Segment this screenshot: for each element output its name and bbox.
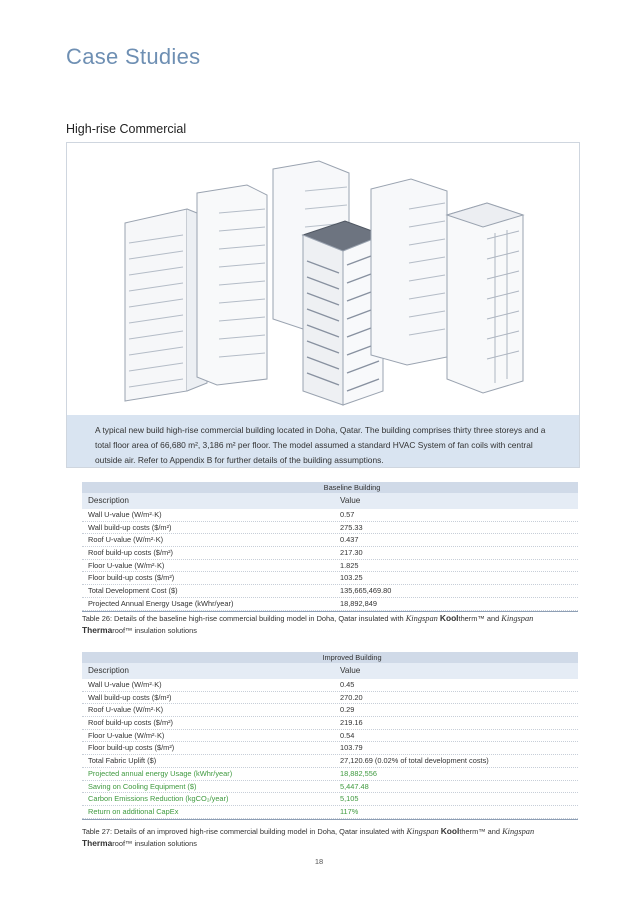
brand-therm: therm™ and bbox=[458, 614, 502, 623]
row-value: 0.29 bbox=[340, 705, 355, 715]
row-description: Saving on Cooling Equipment ($) bbox=[88, 781, 197, 791]
table-row bbox=[82, 547, 578, 560]
table-row bbox=[82, 509, 578, 522]
table-row bbox=[82, 522, 578, 535]
table-row bbox=[82, 572, 578, 585]
figure-caption: A typical new build high-rise commercial building located in Doha, Qatar. The building comprises thirty three storeys and a total floor area of 66,680 m², 3,186 m² per floor. The model assumed a standard HVAC System of fan coils with central outside air. Refer to Appendix B for further details of the building assumptions. bbox=[67, 415, 579, 467]
row-description: Floor build-up costs ($/m²) bbox=[88, 743, 175, 753]
baseline-table-header: Baseline Building bbox=[82, 482, 578, 493]
baseline-rows bbox=[82, 509, 578, 611]
row-value: 0.437 bbox=[340, 535, 359, 545]
row-value: 135,665,469.80 bbox=[340, 586, 392, 596]
page-number: 18 bbox=[314, 857, 324, 866]
row-description: Projected Annual Energy Usage (kWhr/year) bbox=[88, 598, 234, 608]
column-description: Description bbox=[88, 666, 129, 675]
baseline-table-caption bbox=[82, 613, 582, 636]
table-row bbox=[82, 755, 578, 768]
table-row bbox=[82, 692, 578, 705]
row-value: 18,892,849 bbox=[340, 598, 377, 608]
improved-rows bbox=[82, 679, 578, 819]
row-description: Floor U-value (W/m²·K) bbox=[88, 560, 165, 570]
table-row bbox=[82, 534, 578, 547]
brand-therma: Therma bbox=[82, 837, 113, 848]
table-row bbox=[82, 781, 578, 794]
section-subtitle: High-rise Commercial bbox=[66, 122, 187, 136]
brand-kingspan: Kingspan bbox=[502, 827, 535, 836]
table-rule bbox=[82, 611, 578, 612]
brand-kingspan: Kingspan bbox=[405, 614, 438, 623]
row-description: Wall build-up costs ($/m²) bbox=[88, 522, 172, 532]
table-row bbox=[82, 806, 578, 819]
row-description: Roof U-value (W/m²·K) bbox=[88, 705, 164, 715]
row-value: 103.25 bbox=[340, 573, 363, 583]
row-description: Total Fabric Uplift ($) bbox=[88, 756, 157, 766]
row-value: 270.20 bbox=[340, 692, 363, 702]
column-description: Description bbox=[88, 496, 129, 505]
baseline-table bbox=[82, 482, 578, 612]
row-description: Roof build-up costs ($/m²) bbox=[88, 718, 174, 728]
row-value: 117% bbox=[340, 806, 359, 816]
row-description: Wall build-up costs ($/m²) bbox=[88, 692, 172, 702]
page-title: Case Studies bbox=[66, 44, 201, 69]
brand-kool: Kool bbox=[439, 613, 459, 623]
row-description: Floor build-up costs ($/m²) bbox=[88, 573, 175, 583]
table-row bbox=[82, 717, 578, 730]
brand-roof: roof™ insulation solutions bbox=[112, 838, 197, 848]
row-value: 27,120.69 (0.02% of total development costs) bbox=[340, 756, 489, 766]
row-description: Roof build-up costs ($/m²) bbox=[88, 548, 174, 558]
row-description: Wall U-value (W/m²·K) bbox=[88, 680, 162, 689]
row-description: Roof U-value (W/m²·K) bbox=[88, 535, 164, 545]
row-value: 103.79 bbox=[340, 743, 363, 753]
row-value: 1.825 bbox=[340, 560, 359, 570]
table-row bbox=[82, 585, 578, 598]
baseline-column-headers bbox=[82, 493, 578, 509]
row-description: Carbon Emissions Reduction (kgCO₂/year) bbox=[88, 794, 229, 804]
brand-kool: Kool bbox=[440, 826, 460, 836]
caption-text: Table 27: Details of an improved high-rise commercial building model in Doha, Qatar insulated with bbox=[82, 827, 407, 836]
table-row bbox=[82, 793, 578, 806]
row-description: Return on additional CapEx bbox=[88, 806, 179, 816]
improved-column-headers bbox=[82, 663, 578, 679]
row-value: 0.57 bbox=[340, 510, 355, 519]
column-value: Value bbox=[340, 666, 361, 675]
row-description: Projected annual energy Usage (kWhr/year) bbox=[88, 768, 233, 778]
table-row bbox=[82, 768, 578, 781]
brand-kingspan: Kingspan bbox=[501, 614, 534, 623]
improved-table-caption bbox=[82, 826, 582, 849]
column-value: Value bbox=[340, 496, 361, 505]
table-rule bbox=[82, 819, 578, 820]
building-illustration bbox=[66, 142, 580, 468]
row-value: 217.30 bbox=[340, 548, 363, 558]
row-value: 5,447.48 bbox=[340, 781, 369, 791]
brand-kingspan: Kingspan bbox=[406, 827, 439, 836]
table-row bbox=[82, 742, 578, 755]
row-value: 18,882,556 bbox=[340, 768, 377, 778]
row-value: 219.16 bbox=[340, 718, 363, 728]
row-value: 275.33 bbox=[340, 522, 363, 532]
brand-roof: roof™ insulation solutions bbox=[112, 625, 197, 635]
table-row bbox=[82, 560, 578, 573]
table-row bbox=[82, 679, 578, 692]
table-row bbox=[82, 730, 578, 743]
brand-therm: therm™ and bbox=[459, 827, 503, 836]
row-description: Total Development Cost ($) bbox=[88, 586, 178, 596]
improved-table bbox=[82, 652, 578, 820]
row-description: Wall U-value (W/m²·K) bbox=[88, 510, 162, 519]
row-value: 0.45 bbox=[340, 680, 355, 689]
table-row bbox=[82, 704, 578, 717]
row-value: 0.54 bbox=[340, 730, 355, 740]
caption-text: Table 26: Details of the baseline high-rise commercial building model in Doha, Qatar insulated with bbox=[82, 614, 406, 623]
brand-therma: Therma bbox=[82, 624, 113, 635]
table-row bbox=[82, 598, 578, 611]
row-description: Floor U-value (W/m²·K) bbox=[88, 730, 165, 740]
row-value: 5,105 bbox=[340, 794, 359, 804]
towers-sketch bbox=[67, 143, 579, 415]
improved-table-header: Improved Building bbox=[82, 652, 578, 663]
